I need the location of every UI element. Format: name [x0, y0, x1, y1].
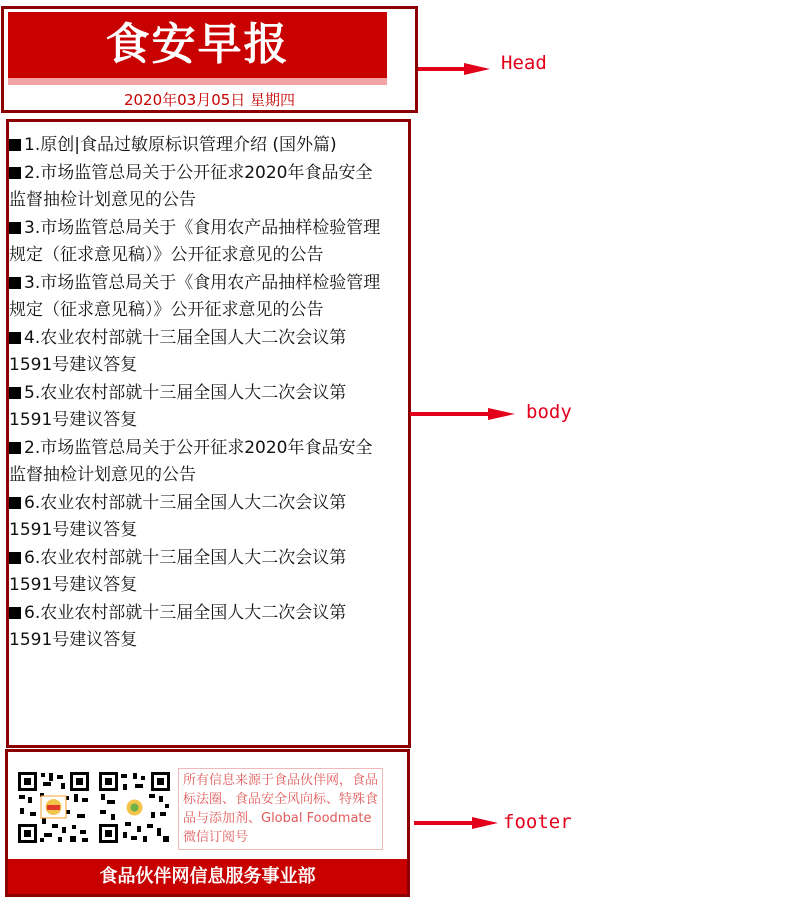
head-banner-strip: [8, 78, 387, 85]
footer-section: [5, 749, 410, 897]
list-item-text: 3.市场监管总局关于《食用农产品抽样检验管理规定（征求意见稿）》公开征求意见的公告: [9, 272, 381, 320]
body-annotation-label: body: [526, 401, 572, 423]
head-section: [1, 6, 418, 113]
list-item-text: 6.农业农村部就十三届全国人大二次会议第1591号建议答复: [9, 492, 347, 540]
list-item-text: 2.市场监管总局关于公开征求2020年食品安全监督抽检计划意见的公告: [9, 162, 373, 210]
square-bullet-icon: [9, 139, 21, 151]
square-bullet-icon: [9, 167, 21, 179]
body-arrow-icon: [410, 407, 515, 421]
list-item-text: 4.农业农村部就十三届全国人大二次会议第1591号建议答复: [9, 327, 347, 375]
date-line: 2020年03月05日 星期四: [123, 91, 296, 109]
qr-code-icon: [16, 770, 91, 845]
square-bullet-icon: [9, 387, 21, 399]
square-bullet-icon: [9, 442, 21, 454]
list-item[interactable]: [9, 600, 381, 655]
list-item-text: 1.原创|食品过敏原标识管理介绍 (国外篇): [24, 135, 337, 155]
list-item[interactable]: [9, 380, 381, 435]
list-item[interactable]: [9, 132, 381, 160]
list-item[interactable]: [9, 325, 381, 380]
body-section: [6, 119, 411, 748]
square-bullet-icon: [9, 497, 21, 509]
footer-arrow-icon: [414, 816, 498, 830]
head-arrow-icon: [418, 62, 490, 76]
qr-code-icon: [97, 770, 172, 845]
page-title: 食安早报: [105, 19, 290, 70]
square-bullet-icon: [9, 552, 21, 564]
head-annotation-label: Head: [501, 52, 547, 74]
square-bullet-icon: [9, 222, 21, 234]
list-item-text: 6.农业农村部就十三届全国人大二次会议第1591号建议答复: [9, 602, 347, 650]
list-item[interactable]: [9, 270, 381, 325]
square-bullet-icon: [9, 607, 21, 619]
square-bullet-icon: [9, 332, 21, 344]
list-item[interactable]: [9, 160, 381, 215]
footer-annotation-label: footer: [503, 811, 572, 833]
list-item[interactable]: [9, 215, 381, 270]
list-item-text: 6.农业农村部就十三届全国人大二次会议第1591号建议答复: [9, 547, 347, 595]
square-bullet-icon: [9, 277, 21, 289]
list-item[interactable]: [9, 490, 381, 545]
list-item[interactable]: [9, 545, 381, 600]
footer-info-text: 所有信息来源于食品伙伴网，食品标法圈、食品安全风向标、特殊食品与添加剂、Global Foodmate微信订阅号: [178, 768, 383, 850]
list-item-text: 3.市场监管总局关于《食用农产品抽样检验管理规定（征求意见稿）》公开征求意见的公告: [9, 217, 381, 265]
footer-banner: 食品伙伴网信息服务事业部: [8, 859, 407, 894]
list-item-text: 5.农业农村部就十三届全国人大二次会议第1591号建议答复: [9, 382, 347, 430]
list-item-text: 2.市场监管总局关于公开征求2020年食品安全监督抽检计划意见的公告: [9, 437, 373, 485]
list-item[interactable]: [9, 435, 381, 490]
news-list: [9, 132, 381, 655]
